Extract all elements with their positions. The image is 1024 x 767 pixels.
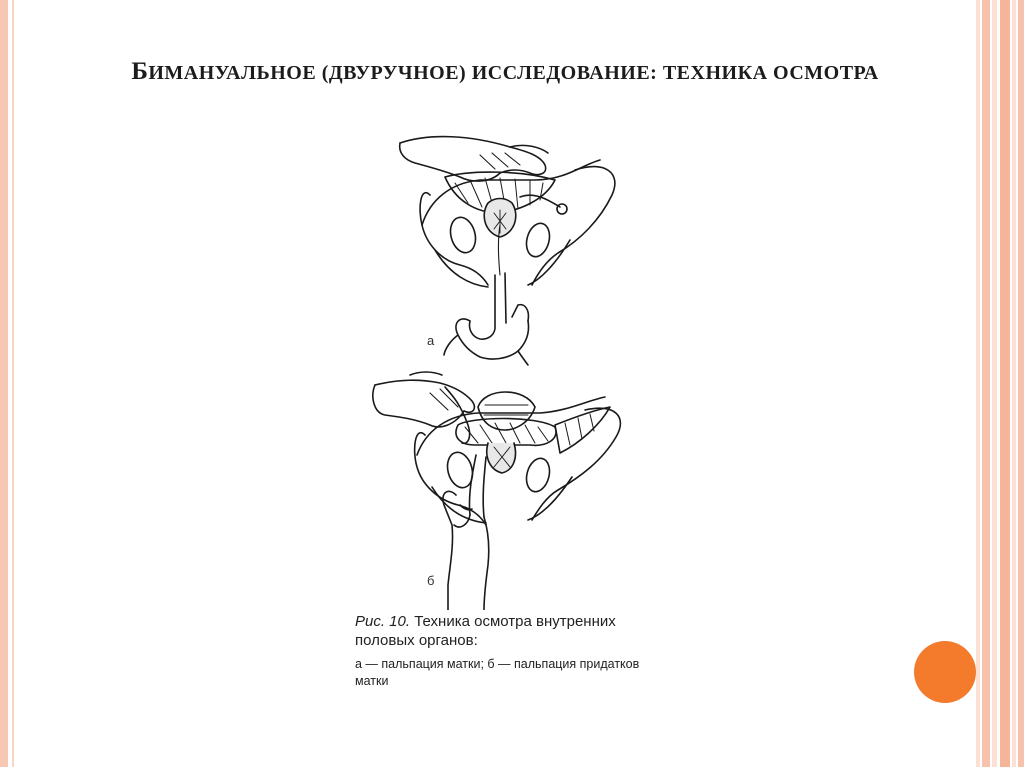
figure-b-pelvis bbox=[415, 392, 621, 525]
figure-caption bbox=[355, 612, 655, 690]
frame-left-line bbox=[12, 0, 14, 767]
slide-title bbox=[0, 58, 1010, 86]
figure-label-a: а bbox=[427, 333, 435, 348]
caption-legend: а — пальпация матки; б — пальпация придатков матки bbox=[355, 657, 640, 688]
frame-left-bar bbox=[0, 0, 8, 767]
figure-a-hands bbox=[400, 137, 548, 365]
figure-a-pelvis bbox=[420, 160, 615, 287]
caption-text: Техника осмотра внутренних половых органов: bbox=[355, 613, 616, 649]
title-rest: ИМАНУАЛЬНОЕ (ДВУРУЧНОЕ) ИССЛЕДОВАНИЕ: ТЕХНИКА ОСМОТРА bbox=[148, 62, 879, 84]
accent-circle bbox=[914, 641, 976, 703]
anatomical-illustration bbox=[360, 125, 650, 610]
figure-label-b: б bbox=[427, 573, 435, 588]
title-first-letter: Б bbox=[131, 58, 149, 85]
caption-lead: Рис. 10. bbox=[355, 613, 411, 630]
decorative-stripes bbox=[976, 0, 1024, 767]
caption-main bbox=[355, 612, 655, 650]
